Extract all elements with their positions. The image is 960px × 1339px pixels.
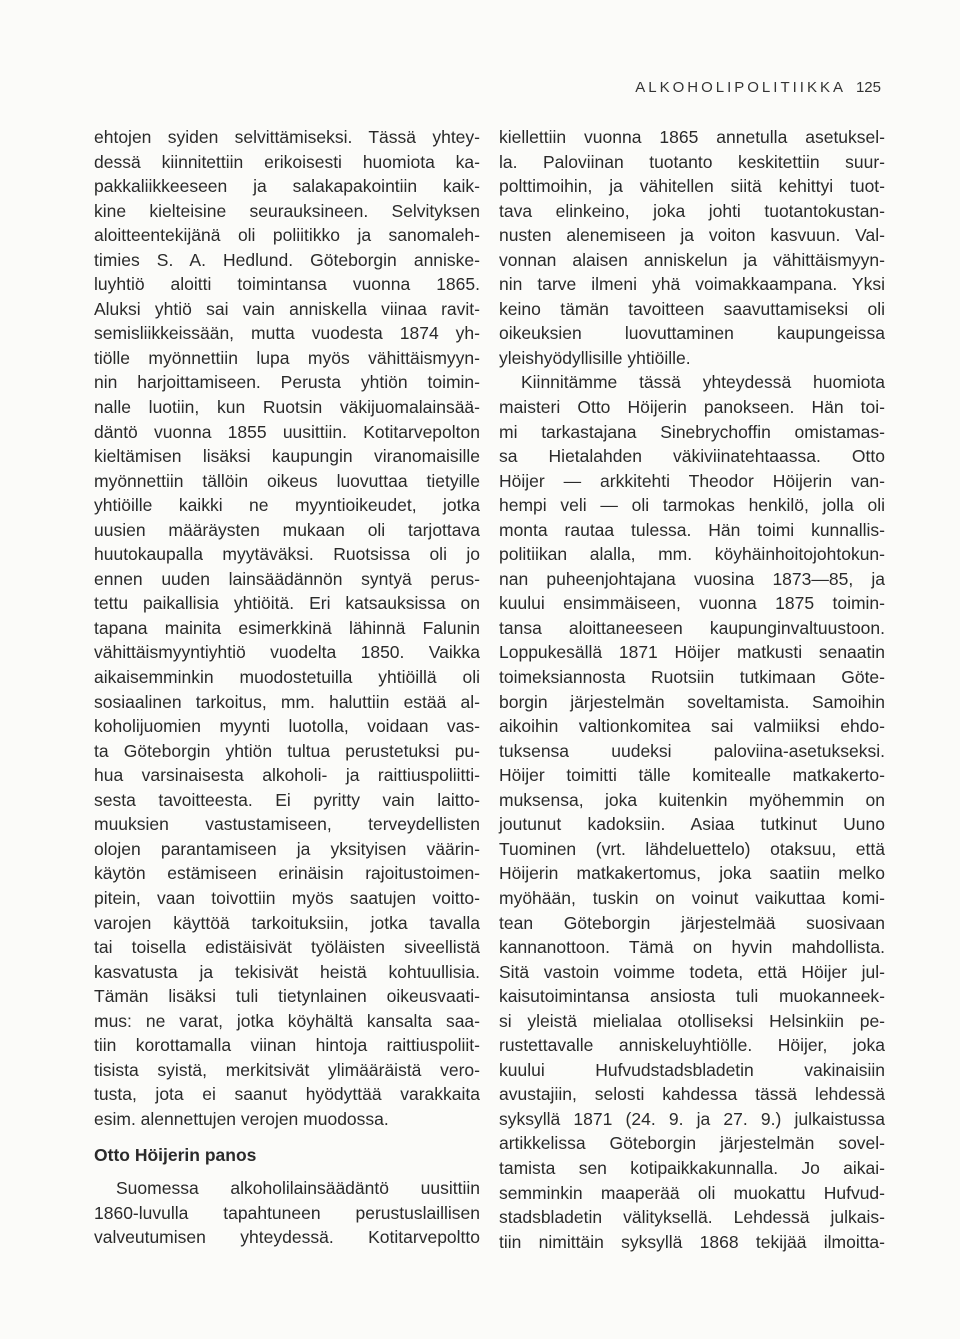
text-line: aikaisemminkin muodostetuilla yhtiöillä oli — [94, 667, 480, 688]
text-line: tettu paikallisia yhtiöitä. Eri katsauksissa on — [94, 593, 480, 614]
text-line: kieltämisen lisäksi kaupungin viranomaisille — [94, 446, 480, 467]
text-line: monta rautaa tulessa. Hän toimi kunnallis- — [499, 519, 885, 540]
text-line: syksyllä 1871 (24. 9. ja 27. 9.) julkaistussa — [499, 1108, 885, 1129]
text-line: toimeksiannosta Ruotsiin tutkimaan Göte- — [499, 667, 885, 688]
text-line: tean Göteborgin järjestelmää suosivaan — [499, 912, 885, 933]
text-line: Loppukesällä 1871 Höijer matkusti senaatin — [499, 642, 885, 663]
text-line: ehtojen syiden selvittämiseksi. Tässä yhtey- — [94, 127, 480, 147]
right-paragraph-2 — [499, 370, 885, 1254]
text-line: tiin korottamalla viinan hintoja raittiuspoliit- — [94, 1035, 480, 1056]
text-line: nin tarve ilmeni yhä voimakkaampana. Yksi — [499, 274, 885, 295]
text-line: muksensa, joka kuitenkin myöhemmin on — [499, 789, 885, 810]
text-line: koholijuomien myynti luotolla, voidaan vas- — [94, 716, 480, 737]
text-line: maisteri Otto Höijerin panokseen. Hän toi- — [499, 397, 885, 418]
text-line: kasvatusta ja tekisivät heistä kohtuullisia. — [94, 961, 480, 982]
left-paragraph-1 — [94, 125, 480, 1131]
text-line: stadsbladetin välityksellä. Lehdessä julkais- — [499, 1207, 885, 1228]
text-line: Kiinnitämme tässä yhteydessä huomiota — [521, 372, 885, 393]
text-line: aloitteentekijänä oli poliitikko ja sanomaleh- — [94, 225, 480, 246]
text-line: avustajiin, selosti kahdessa tässä lehdessä — [499, 1084, 885, 1105]
running-head-title: ALKOHOLIPOLITIIKKA — [635, 79, 846, 96]
text-line: si yleistä mielialaa otolliseksi Helsinkiin pe- — [499, 1010, 885, 1031]
text-line: keino tämän tavoitteen saavuttamiseksi oli — [499, 298, 885, 319]
text-line: vonnan alaisen anniskelun ja vähittäismyyn- — [499, 249, 885, 270]
text-line: Tuominen (vrt. lähdeluettelo) otaksuu, että — [499, 838, 885, 859]
text-line: tai toisella edistäisivät työläisten siveellistä — [94, 937, 480, 958]
right-column — [499, 125, 885, 1254]
text-line: nan puheenjohtajana vuosina 1873—85, ja — [499, 568, 885, 589]
text-line: däntö vuonna 1855 uusittiin. Kotitarvepolton — [94, 421, 480, 442]
text-line: tisista syistä, merkitsivät ylimääräistä vero- — [94, 1059, 480, 1080]
text-line: timies S. A. Hedlund. Göteborgin anniske- — [94, 249, 480, 270]
text-line: mus: ne varat, jotka köyhältä kansalta saa- — [94, 1010, 480, 1031]
text-line: tusta, jota ei saanut hyödyttää varakkaita — [94, 1084, 480, 1105]
text-line: 1860-luvulla tapahtuneen perustuslaillisen — [94, 1202, 480, 1223]
text-line: ennen uuden lainsäädännön syntyä perus- — [94, 568, 480, 589]
text-line: valveutumisen yhteydessä. Kotitarvepoltto — [94, 1227, 480, 1248]
text-line: yleishyödyllisille yhtiöille. — [499, 347, 691, 368]
text-line: politiikan alalla, mm. köyhäinhoitojohtokun- — [499, 544, 885, 565]
text-line: varojen käyttöä tarkoituksiin, jotka tavalla — [94, 912, 480, 933]
text-line: sesta tavoitteesta. Ei pyritty vain laitto- — [94, 789, 480, 810]
running-head — [635, 79, 881, 96]
text-line: nin harjoittamiseen. Perusta yhtiön toimin- — [94, 372, 480, 393]
text-line: Suomessa alkoholilainsäädäntö uusittiin — [116, 1177, 480, 1198]
text-line: oikeuksien luovuttaminen kaupungeissa — [499, 323, 885, 344]
text-line: nalle luotiin, kun Ruotsin väkijuomalainsää- — [94, 397, 480, 418]
text-line: kine kielteisine seurauksineen. Selvityksen — [94, 200, 480, 221]
text-line: tiin nimittäin syksyllä 1868 tekijää ilmoitta- — [499, 1231, 885, 1252]
text-line: uusien määräysten mukaan oli tarjottava — [94, 519, 480, 540]
text-line: dessä kiinnitettiin erikoisesti huomiota ka- — [94, 151, 480, 172]
text-line: nusten alenemiseen ja voiton kasvuun. Val- — [499, 225, 885, 246]
text-line: tava elinkeino, joka johti tuotantokustan- — [499, 200, 885, 221]
text-line: tapana mainita esimerkkinä lähinnä Falunin — [94, 617, 480, 638]
text-line: rustettavalle anniskeluyhtiölle. Höijer, joka — [499, 1035, 885, 1056]
right-paragraph-1 — [499, 125, 885, 370]
text-line: vähittäismyyntiyhtiö vuodelta 1850. Vaikka — [94, 642, 480, 663]
text-line: Höijer — arkkitehti Theodor Höijerin van- — [499, 470, 885, 491]
text-line: sa Hietalahden väkiviinatehtaassa. Otto — [499, 446, 885, 467]
text-line: semisliikkeissään, mutta vuodesta 1874 yh- — [94, 323, 480, 344]
text-line: ta Göteborgin yhtiön tultua perustetuksi pu- — [94, 740, 480, 761]
section-heading: Otto Höijerin panos — [94, 1145, 257, 1166]
text-line: kaisutoimintansa ansiosta tuli muokanneek- — [499, 986, 885, 1007]
text-line: kannanottoon. Tämä on hyvin mahdollista. — [499, 937, 885, 958]
left-paragraph-2 — [94, 1176, 480, 1250]
text-line: Höijerin matkakertomus, joka saatiin melko — [499, 863, 885, 884]
text-line: Tämän lisäksi tuli tietynlainen oikeusvaati- — [94, 986, 480, 1007]
text-line: polttimoihin, ja vähitellen siitä kehittyi tuot- — [499, 176, 885, 197]
text-line: Höijer toimitti tälle komitealle matkakerto- — [499, 765, 885, 786]
text-line: hempi veli — oli tarmokas henkilö, jolla oli — [499, 495, 885, 516]
text-line: myöhään, tuskin on voinut vaikuttaa komi- — [499, 887, 885, 908]
text-line: myönnettiin tällöin oikeus luovuttaa tietyille — [94, 470, 480, 491]
text-line: borgin järjestelmän soveltamista. Samoihin — [499, 691, 885, 712]
text-line: olojen parantamiseen ja yksityisen väärin- — [94, 838, 480, 859]
text-line: joutunut kadoksiin. Asiaa tutkinut Uuno — [499, 814, 885, 835]
text-line: kuului Hufvudstadsbladetin vakinaisiin — [499, 1059, 885, 1080]
text-line: tamista sen kotipaikkakunnalla. Jo aikai- — [499, 1157, 885, 1178]
text-line: tiölle myönnettiin lupa myös vähittäismyyn- — [94, 347, 480, 368]
text-line: la. Paloviinan tuotanto keskitettiin suur- — [499, 151, 885, 172]
text-line: mi tarkastajana Sinebrychoffin omistamas- — [499, 421, 885, 442]
text-line: kiellettiin vuonna 1865 annetulla asetuksel- — [499, 127, 885, 147]
text-line: kuului ensimmäiseen, vuonna 1875 toimin- — [499, 593, 885, 614]
text-line: pitein, vaan toivottiin myös saatujen voitto- — [94, 887, 480, 908]
text-line: käytön estämiseen erinäisin rajoitustoimen- — [94, 863, 480, 884]
text-line: muuksien vastustamiseen, terveydellisten — [94, 814, 480, 835]
text-line: hua varsinaisesta alkoholi- ja raittiuspoliitti- — [94, 765, 480, 786]
text-line: tuksensa uudeksi paloviina-asetukseksi. — [499, 740, 885, 761]
text-line: sosiaalinen tarkoitus, mm. haluttiin estää al- — [94, 691, 480, 712]
text-line: artikkelissa Göteborgin järjestelmän sovel- — [499, 1133, 885, 1154]
text-line: yhtiöille kaikki ne myyntioikeudet, jotka — [94, 495, 480, 516]
text-line: pakkaliikkeeseen ja salakapakointiin kaik- — [94, 176, 480, 197]
text-line: huutokaupalla myytäväksi. Ruotsissa oli jo — [94, 544, 480, 565]
text-line: esim. alennettujen verojen muodossa. — [94, 1108, 389, 1129]
text-line: Aluksi yhtiö sai vain anniskella viinaa ravit- — [94, 298, 480, 319]
left-column — [94, 125, 480, 1250]
text-line: tansa aloittaneeseen kaupunginvaltuustoon. — [499, 617, 885, 638]
page-number: 125 — [855, 79, 881, 96]
text-line: luyhtiö aloitti toimintansa vuonna 1865. — [94, 274, 480, 295]
text-line: Sitä vastoin voimme todeta, että Höijer jul- — [499, 961, 885, 982]
text-line: aikoihin valtionkomitea sai valmiiksi ehdo- — [499, 716, 885, 737]
text-line: semminkin maaperää oli muokattu Hufvud- — [499, 1182, 885, 1203]
